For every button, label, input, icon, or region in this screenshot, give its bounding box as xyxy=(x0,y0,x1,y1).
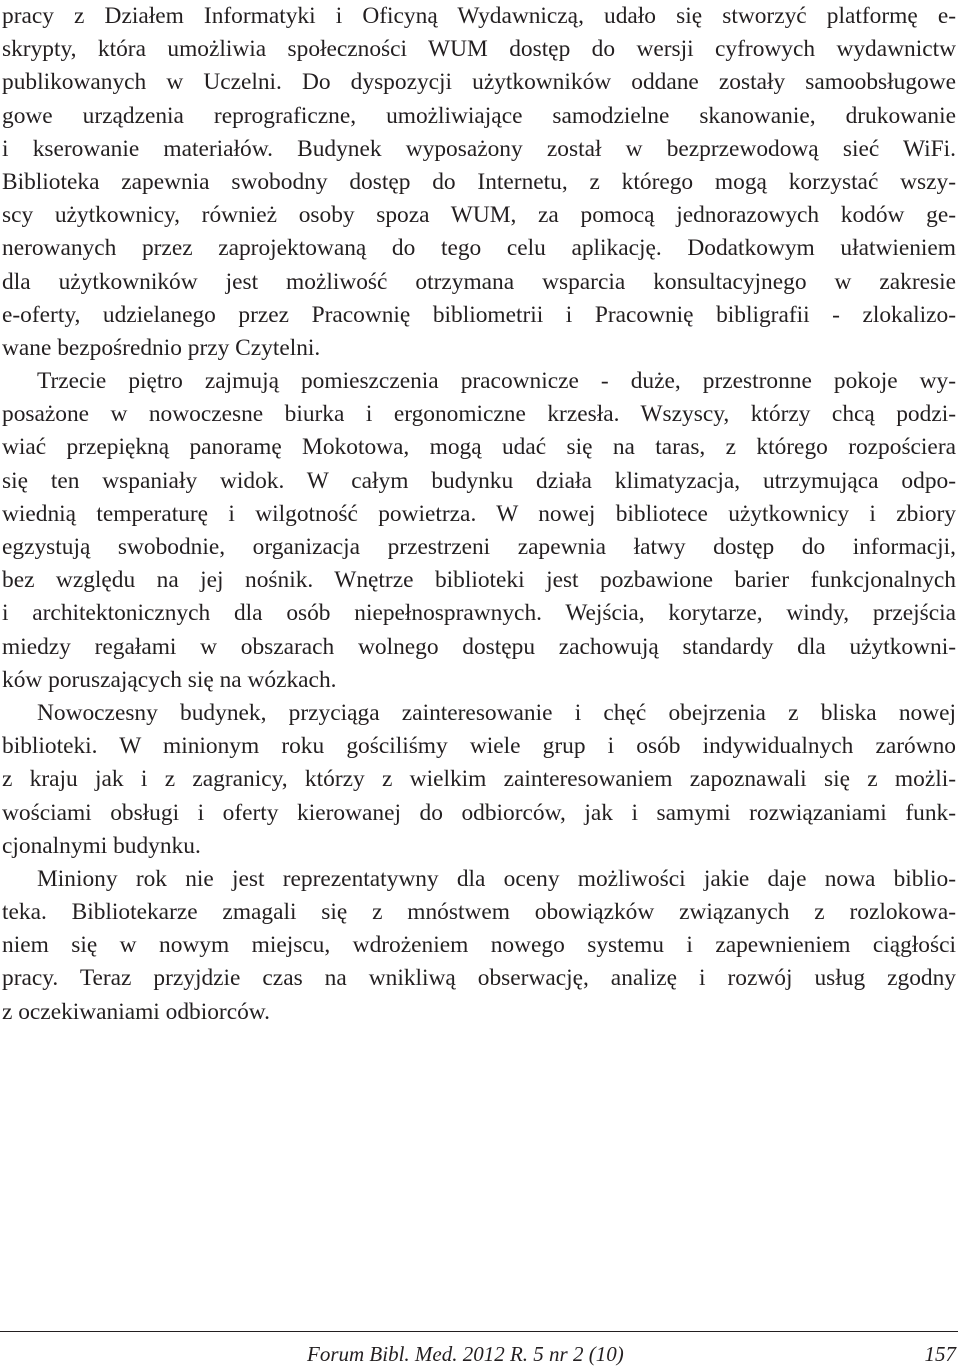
paragraph-1-line-7: scy użytkownicy, również osoby spoza WUM, za pomocą jednorazowych kodów ge- xyxy=(2,202,956,229)
paragraph-1-line-6: Biblioteka zapewnia swobodny dostęp do Internetu, z którego mogą korzystać wszy- xyxy=(2,168,956,195)
paragraph-4-line-5: z oczekiwaniami odbiorców. xyxy=(2,998,271,1025)
paragraph-1-line-1: pracy z Działem Informatyki i Oficyną Wydawniczą, udało się stworzyć platformę e- xyxy=(2,3,956,29)
paragraph-2-line-9: miedzy regałami w obszarach wolnego dostępu zachowują standardy dla użytkowni- xyxy=(2,633,956,660)
paragraph-1-line-10: e-oferty, udzielanego przez Pracownię bibliometrii i Pracownię bibligrafii - zlokalizo- xyxy=(2,301,956,328)
footer-divider xyxy=(0,1331,958,1332)
paragraph-2-line-4: się ten wspaniały widok. W całym budynku działa klimatyzacja, utrzymująca odpo- xyxy=(2,467,956,494)
paragraph-3-line-3: z kraju jak i z zagranicy, którzy z wielkim zainteresowaniem zapoznawali się z możli- xyxy=(2,766,956,793)
paragraph-3-line-4: wościami obsługi i oferty kierowanej do odbiorców, jak i samymi rozwiązaniami funk- xyxy=(2,799,956,826)
paragraph-1-line-11: wane bezpośrednio przy Czytelni. xyxy=(2,334,321,361)
paragraph-2-line-2: posażone w nowoczesne biurka i ergonomiczne krzesła. Wszyscy, którzy chcą podzi- xyxy=(2,401,956,428)
paragraph-1-line-9: dla użytkowników jest możliwość otrzymana wsparcia konsultacyjnego w zakresie xyxy=(2,268,956,295)
paragraph-4-line-3: niem się w nowym miejscu, wdrożeniem nowego systemu i zapewnieniem ciągłości xyxy=(2,932,956,959)
paragraph-4-line-2: teka. Bibliotekarze zmagali się z mnóstwem obowiązków związanych z rozlokowa- xyxy=(2,899,956,926)
paragraph-1-line-8: nerowanych przez zaprojektowaną do tego celu aplikację. Dodatkowym ułatwieniem xyxy=(2,235,956,262)
page-number: 157 xyxy=(924,1342,956,1366)
paragraph-2-line-6: egzystują swobodnie, organizacja przestrzeni zapewnia łatwy dostęp do informacji, xyxy=(2,534,956,560)
journal-citation: Forum Bibl. Med. 2012 R. 5 nr 2 (10) xyxy=(307,1342,624,1366)
paragraph-2-line-5: wiednią temperaturę i wilgotność powietrza. W nowej bibliotece użytkownicy i zbiory xyxy=(2,500,956,527)
paragraph-2-line-1: Trzecie piętro zajmują pomieszczenia pracownicze - duże, przestronne pokoje wy- xyxy=(37,368,956,395)
paragraph-1-line-2: skrypty, która umożliwia społeczności WUM dostęp do wersji cyfrowych wydawnictw xyxy=(2,36,956,63)
paragraph-2-line-10: ków poruszających się na wózkach. xyxy=(2,666,337,693)
paragraph-2-line-7: bez względu na jej nośnik. Wnętrze biblioteki jest pozbawione barier funkcjonalnych xyxy=(2,567,956,594)
paragraph-3-line-1: Nowoczesny budynek, przyciąga zainteresowanie i chęć obejrzenia z bliska nowej xyxy=(37,699,956,726)
paragraph-4-line-4: pracy. Teraz przyjdzie czas na wnikliwą obserwację, analizę i rozwój usług zgodny xyxy=(2,965,956,992)
paragraph-2-line-3: wiać przepiękną panoramę Mokotowa, mogą udać się na taras, z którego rozpościera xyxy=(2,434,956,461)
paragraph-3-line-5: cjonalnymi budynku. xyxy=(2,832,201,859)
paragraph-1-line-5: i kserowanie materiałów. Budynek wyposażony został w bezprzewodową sieć WiFi. xyxy=(2,135,956,162)
paragraph-4-line-1: Miniony rok nie jest reprezentatywny dla oceny możliwości jakie daje nowa biblio- xyxy=(37,865,956,892)
article-body xyxy=(2,0,956,1029)
paragraph-1-line-3: publikowanych w Uczelni. Do dyspozycji użytkowników oddane zostały samoobsługowe xyxy=(2,69,956,96)
paragraph-3-line-2: biblioteki. W minionym roku gościliśmy wiele grup i osób indywidualnych zarówno xyxy=(2,733,956,760)
paragraph-1-line-4: gowe urządzenia reprograficzne, umożliwiające samodzielne skanowanie, drukowanie xyxy=(2,102,956,129)
paragraph-2-line-8: i architektonicznych dla osób niepełnosprawnych. Wejścia, korytarze, windy, przejścia xyxy=(2,600,956,627)
